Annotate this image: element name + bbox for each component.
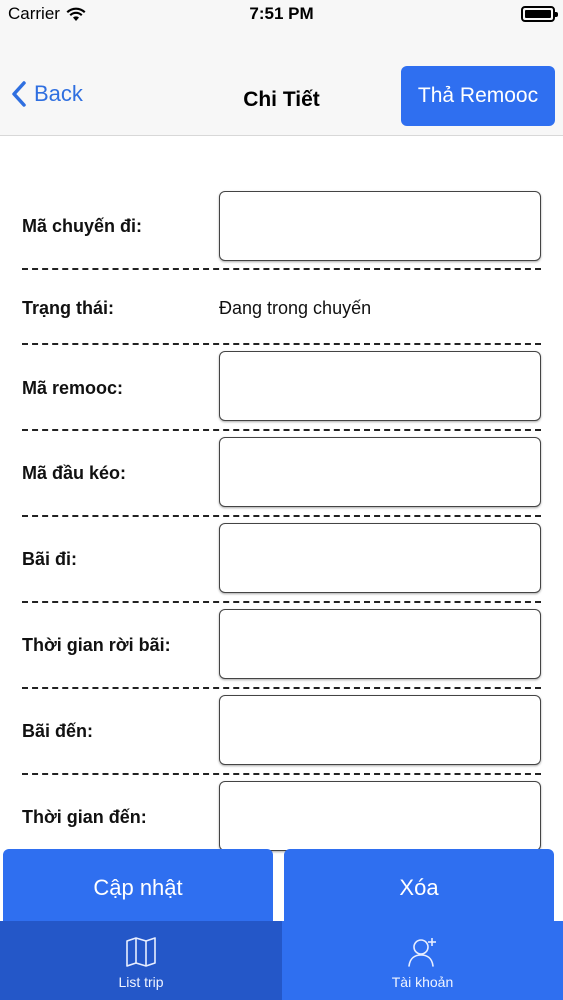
departure-time-input[interactable] [219,609,541,679]
field-label: Thời gian rời bãi: [22,635,171,655]
tab-bar [0,921,563,1000]
field-label: Bãi đến: [22,721,94,741]
field-label: Trạng thái: [22,298,115,318]
field-label: Mã chuyến đi: [22,216,143,236]
tab-list-trip[interactable] [0,921,282,1000]
trip-id-input[interactable] [219,191,541,261]
tab-label: List trip [118,974,164,990]
update-button[interactable]: Cập nhật [3,849,273,927]
tab-account[interactable] [282,921,563,1000]
divider [22,268,541,270]
remooc-id-input[interactable] [219,351,541,421]
map-icon [124,935,158,969]
add-user-icon [406,935,440,969]
field-label: Bãi đi: [22,549,78,569]
field-label: Mã remooc: [22,378,124,398]
page-title: Chi Tiết [243,88,320,111]
status-time: 7:51 PM [249,4,314,23]
status-value: Đang trong chuyến [219,298,372,318]
navigation-bar [0,28,563,136]
release-remooc-button[interactable]: Thả Remooc [401,66,555,126]
field-label: Thời gian đến: [22,807,147,827]
arrival-yard-input[interactable] [219,695,541,765]
divider [22,429,541,431]
tab-label: Tài khoản [391,974,454,990]
divider [22,601,541,603]
divider [22,687,541,689]
divider [22,515,541,517]
carrier-label: Carrier [8,4,60,23]
field-label: Mã đầu kéo: [22,463,127,483]
delete-button[interactable]: Xóa [284,849,554,927]
arrival-time-input[interactable] [219,781,541,851]
departure-yard-input[interactable] [219,523,541,593]
back-label: Back [34,81,83,106]
battery-icon [521,6,555,22]
status-bar [0,0,563,28]
tractor-id-input[interactable] [219,437,541,507]
divider [22,343,541,345]
divider [22,773,541,775]
